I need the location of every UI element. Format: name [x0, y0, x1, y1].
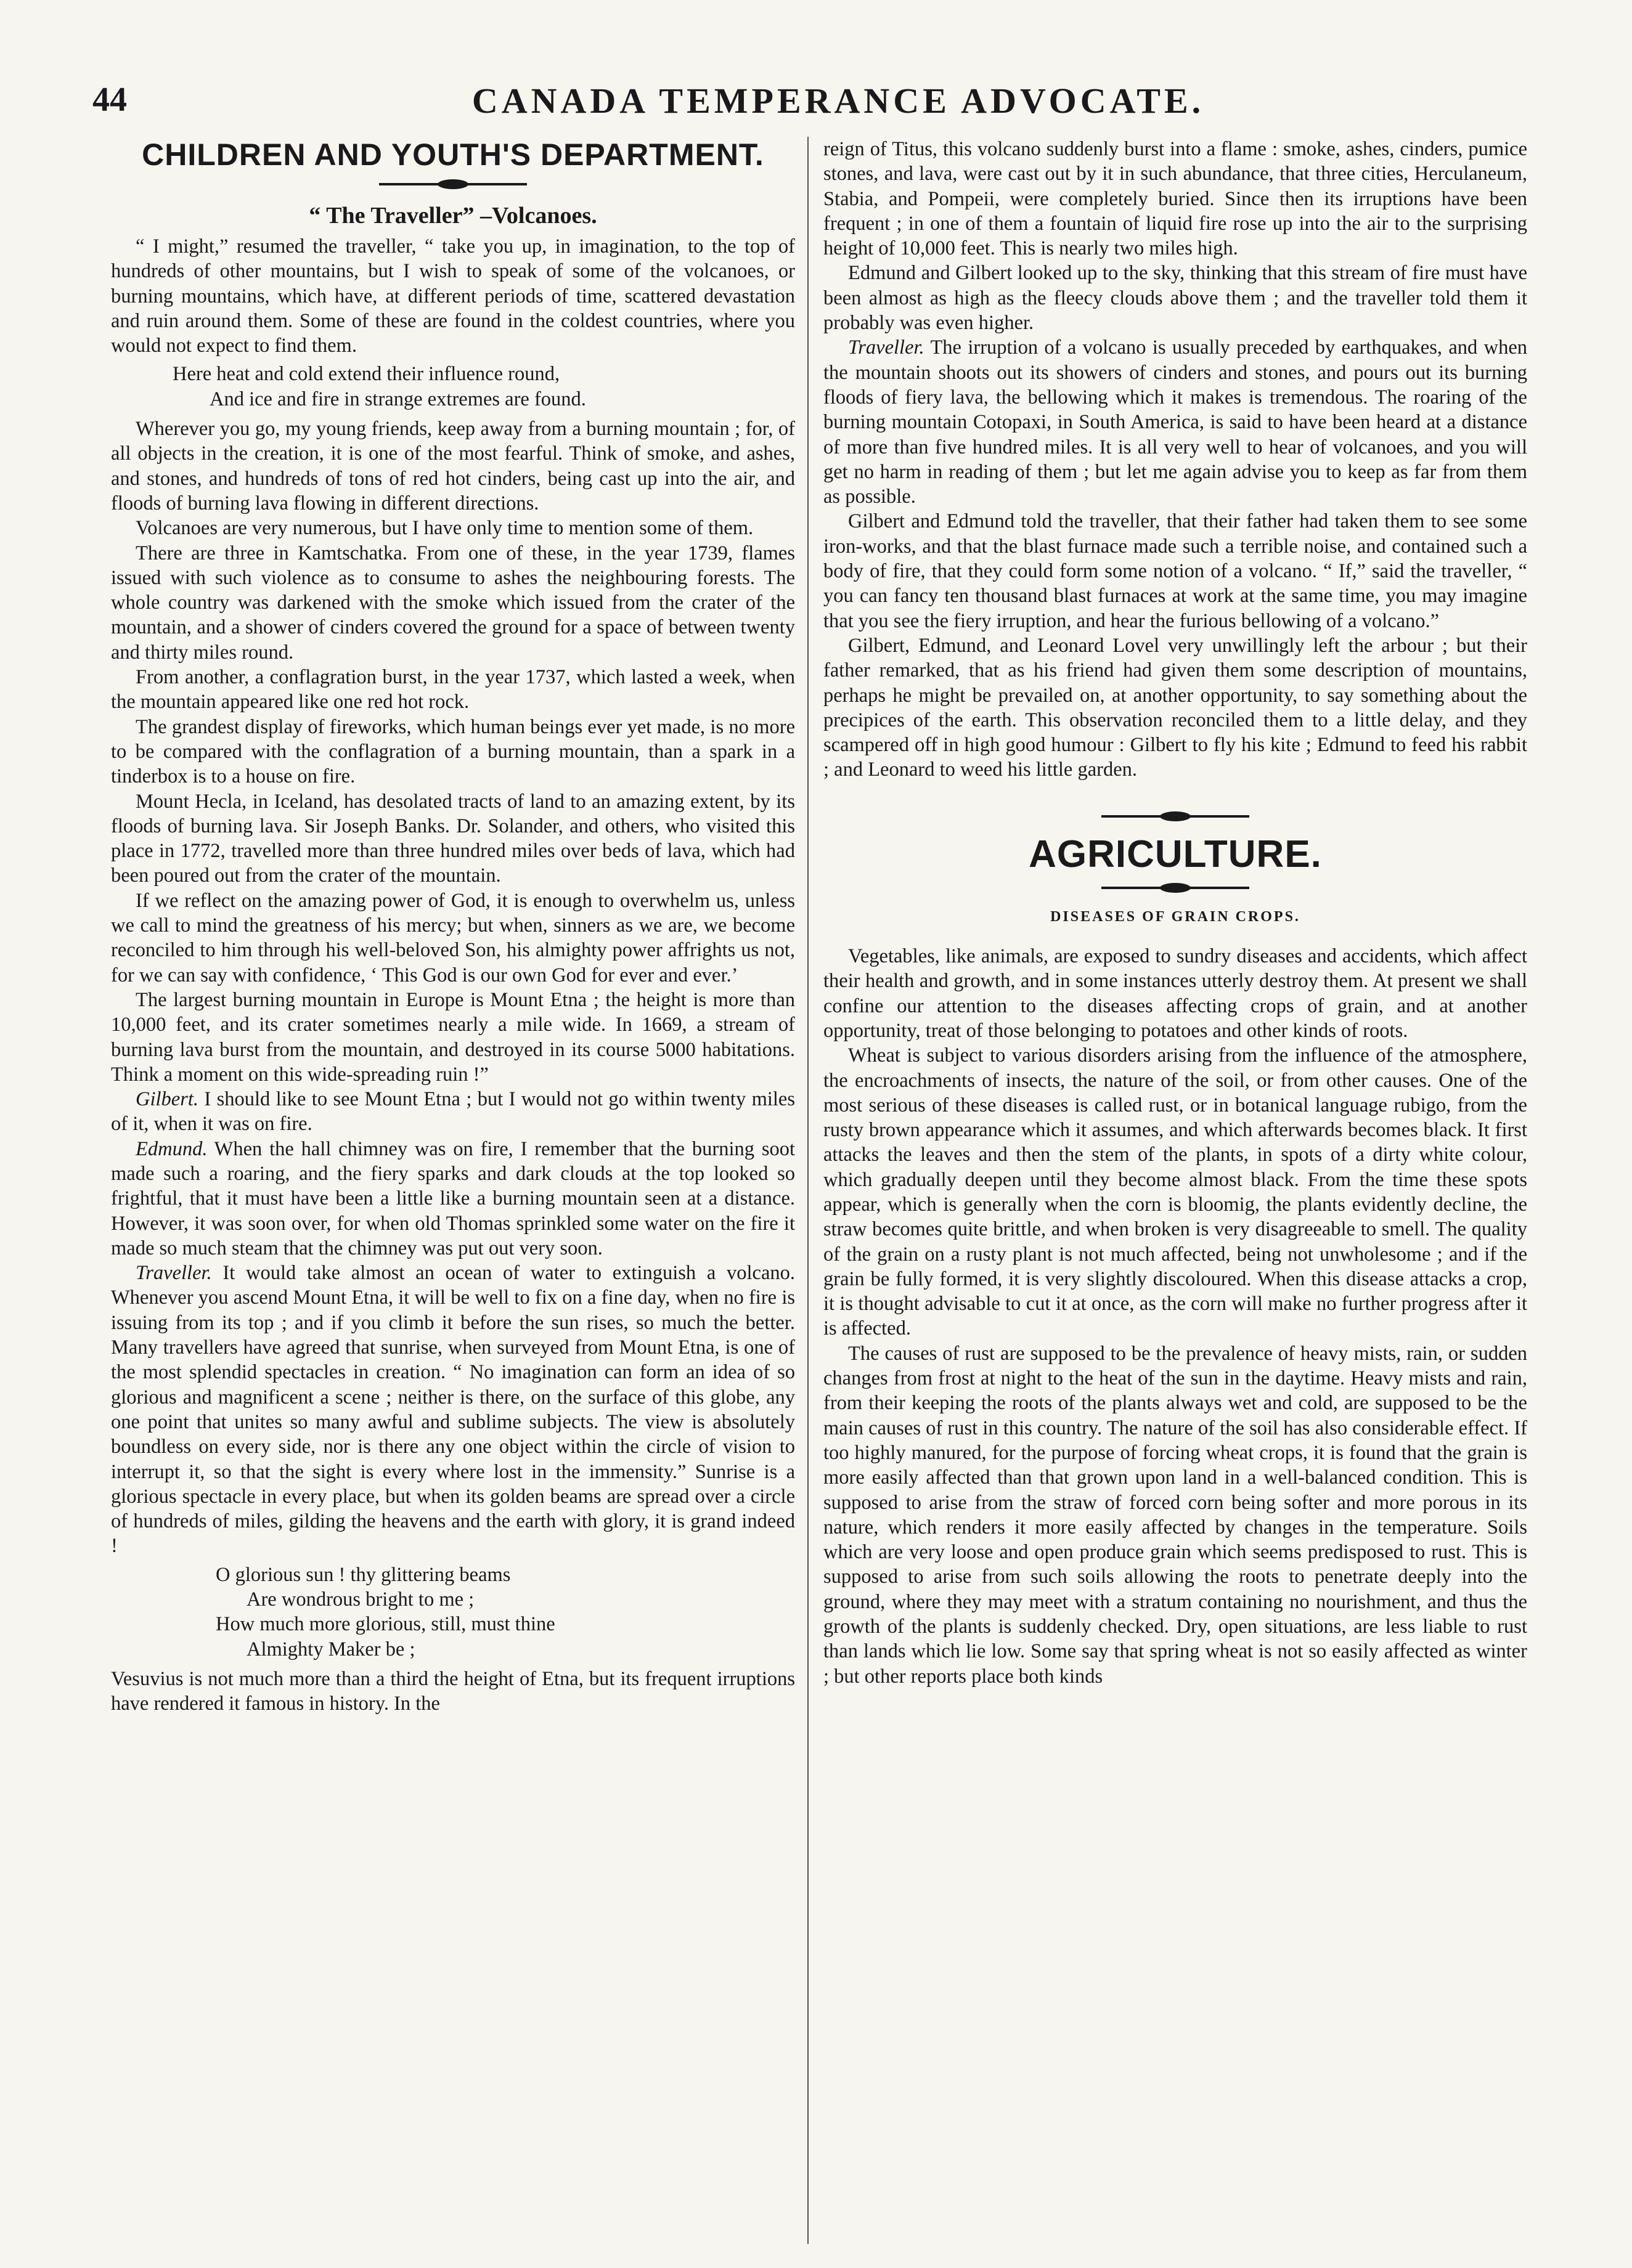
- ornament-divider: [1101, 879, 1249, 897]
- ornament-divider: [379, 175, 527, 193]
- speech: I should like to see Mount Etna ; but I would not go within twenty miles of it, when it was on fire.: [111, 1088, 795, 1136]
- right-column: [823, 137, 1527, 1689]
- section-title-agriculture: AGRICULTURE.: [1029, 832, 1322, 876]
- column-rule: [807, 137, 809, 2244]
- verse-line: Are wondrous bright to me ;: [247, 1588, 475, 1611]
- paragraph: Mount Hecla, in Iceland, has desolated tracts of land to an amazing extent, by its floods of burning lava. Sir Joseph Banks. Dr. Solander, and others, who visited this place in 1772, travelled more than three hundred miles over beds of lava, which had been poured out from the crater of the mountain.: [111, 790, 795, 887]
- paragraph: Wheat is subject to various disorders arising from the influence of the atmosphere, the encroachments of insects, the nature of the soil, or from other causes. One of the most serious of these diseases is called rust, or in botanical language rubigo, from the rusty brown appearance which it assumes, and which afterwards becomes black. It first attacks the leaves and then the stem of the plants, in spots of a dirty white colour, which gradually deepen until they become almost black. From the time these spots appear, which is generally when the corn is bloomig, the plants evidently decline, the straw becomes quite brittle, and when broken is very disagreeable to smell. The quality of the grain on a rusty plant is not much affected, being not unwholesome ; and if the grain be fully formed, it is very slightly discoloured. When this disease attacks a crop, it is thought advisable to cut it at once, as the corn will make no further progress after it is affected.: [823, 1044, 1527, 1340]
- paragraph: The causes of rust are supposed to be the prevalence of heavy mists, rain, or sudden changes from frost at night to the heat of the sun in the daytime. Heavy mists and rain, from their keeping the roots of the plants always wet and cold, are supposed to be the main causes of rust in this country. The nature of the soil has also considerable effect. If too highly manured, for the purpose of forcing wheat crops, it is found that the grain is more easily affected than that grown upon land in a well-balanced condition. This is supposed to arise from the straw of forced corn being softer and more porous in its nature, which renders it more easily affected by changes in the temperature. Soils which are very loose and open produce grain which seems predisposed to rust. This is supposed to arise from such soils allowing the roots to penetrate deeply into the ground, where they may meet with a stratum containing no nourishment, and thus the growth of the plants is suddenly checked. Dry, open situations, are less liable to rust than lands which lie low. Some say that spring wheat is not so easily affected as winter ; but other reports place both kinds: [823, 1342, 1527, 1688]
- running-head: CANADA TEMPERANCE ADVOCATE.: [471, 81, 1205, 121]
- verse-line: How much more glorious, still, must thine: [216, 1613, 555, 1636]
- verse-line: And ice and fire in strange extremes are found.: [210, 388, 586, 410]
- section-title-children: CHILDREN AND YOUTH'S DEPARTMENT.: [142, 137, 764, 172]
- left-column: [111, 137, 795, 1717]
- paragraph: If we reflect on the amazing power of God, it is enough to overwhelm us, unless we call to mind the greatness of his mercy; but when, sinners as we are, we become reconciled to him through his well-beloved Son, his almighty power affrights us not, for we can say with confidence, ‘ This God is our own God for ever and ever.’: [111, 889, 795, 986]
- verse-line: O glorious sun ! thy glittering beams: [216, 1563, 511, 1586]
- speech: The irruption of a volcano is usually preceded by earthquakes, and when the mountain shoots out its showers of cinders and stones, and pours out its burning floods of fiery lava, the bellowing which it makes is tremendous. The roaring of the burning mountain Cotopaxi, in South America, is said to have been heard at a distance of more than five hundred miles. It is all very well to hear of volcanoes, and you will get no harm in reading of them ; but let me again advise you to keep as far from them as possible.: [823, 336, 1527, 508]
- paragraph: Gilbert, Edmund, and Leonard Lovel very unwillingly left the arbour ; but their father remarked, that as his friend had given them some description of mountains, perhaps he might be prevailed on, at another opportunity, to say something about the precipices of the earth. This observation reconciled them to a little delay, and they scampered off in high good humour : Gilbert to fly his kite ; Edmund to feed his rabbit ; and Leonard to weed his little garden.: [823, 634, 1527, 781]
- speech: When the hall chimney was on fire, I remember that the burning soot made such a roaring, and the fiery sparks and dark clouds at the top looked so frightful, that it must have been a little like a burning mountain seen at a distance. However, it was soon over, for when old Thomas sprinkled some water on the fire it made so much steam that the chimney was put out very soon.: [111, 1137, 795, 1259]
- article-title: “ The Traveller” –Volcanoes.: [309, 203, 597, 229]
- paragraph: [111, 1137, 795, 1261]
- verse-line: Almighty Maker be ;: [247, 1638, 415, 1660]
- paragraph: “ I might,” resumed the traveller, “ take you up, in imagination, to the top of hundreds of other mountains, but I wish to speak of some of the volcanoes, or burning mountains, which have, at different periods of time, scattered devastation and ruin around them. Some of these are found in the coldest countries, where you would not expect to find them.: [111, 235, 795, 357]
- article-subtitle: DISEASES OF GRAIN CROPS.: [1050, 908, 1300, 925]
- speaker: Gilbert.: [136, 1088, 199, 1111]
- speech: It would take almost an ocean of water to extinguish a volcano. Whenever you ascend Mount Etna, it will be well to fix on a fine day, when no fire is issuing from its top ; and if you climb it before the sun rises, so much the better. Many travellers have agreed that sunrise, when surveyed from Mount Etna, is one of the most splendid spectacles in creation. “ No imagination can form an idea of so glorious and magnificent a scene ; neither is there, on the surface of this globe, any one point that unites so many awful and sublime subjects. The view is absolutely boundless on every side, nor is there any one object within the circle of vision to interrupt it, so that the sight is every where lost in the immensity.” Sunrise is a glorious spectacle in every place, but when its golden beams are spread over a circle of hundreds of miles, gilding the heavens and the earth with glory, it is grand indeed !: [111, 1262, 795, 1558]
- paragraph: Vesuvius is not much more than a third the height of Etna, but its frequent irruptions have rendered it famous in history. In the: [111, 1667, 795, 1715]
- paragraph: reign of Titus, this volcano suddenly burst into a flame : smoke, ashes, cinders, pumice stones, and lava, were cast out by it in such abundance, that three cities, Herculaneum, Stabia, and Pompeii, were completely buried. Since then its irruptions have been frequent ; in one of them a fountain of liquid fire rose up into the air to the surprising height of 10,000 feet. This is nearly two miles high.: [823, 138, 1527, 260]
- paragraph: [111, 1087, 795, 1137]
- speaker: Traveller.: [848, 336, 924, 359]
- paragraph: [823, 335, 1527, 509]
- paragraph: From another, a conflagration burst, in the year 1737, which lasted a week, when the mountain appeared like one red hot rock.: [111, 666, 795, 713]
- verse-line: Here heat and cold extend their influence round,: [173, 363, 560, 386]
- paragraph: [111, 1261, 795, 1559]
- speaker: Edmund.: [136, 1137, 208, 1160]
- verse: [111, 1563, 795, 1662]
- speaker: Traveller.: [136, 1262, 212, 1285]
- paragraph: The grandest display of fireworks, which human beings ever yet made, is no more to be compared with the conflagration of a burning mountain, than a spark in a tinderbox is to a house on fire.: [111, 715, 795, 788]
- page-number: 44: [92, 81, 127, 119]
- paragraph: There are three in Kamtschatka. From one of these, in the year 1739, flames issued with such violence as to consume to ashes the neighbouring forests. The whole country was darkened with the smoke which issued from the crater of the mountain, and a shower of cinders covered the ground for a space of between twenty and thirty miles round.: [111, 542, 795, 664]
- paragraph: Gilbert and Edmund told the traveller, that their father had taken them to see some iron-works, and that the blast furnace made such a terrible noise, and contained such a body of fire, that they could form some notion of a volcano. “ If,” said the traveller, “ you can fancy ten thousand blast furnaces at work at the same time, you may imagine that you see the fiery irruption, and hear the furious bellowing of a volcano.”: [823, 510, 1527, 632]
- paragraph: Vegetables, like animals, are exposed to sundry diseases and accidents, which affect their health and growth, and in some instances utterly destroy them. At present we shall confine our attention to the diseases affecting crops of grain, and at another opportunity, treat of those belonging to potatoes and other kinds of roots.: [823, 945, 1527, 1042]
- paragraph: Edmund and Gilbert looked up to the sky, thinking that this stream of fire must have been almost as high as the fleecy clouds above them ; and the traveller told them it probably was even higher.: [823, 262, 1527, 335]
- ornament-divider: [1101, 807, 1249, 826]
- verse: [111, 362, 795, 412]
- paragraph: The largest burning mountain in Europe is Mount Etna ; the height is more than 10,000 feet, and its crater sometimes nearly a mile wide. In 1669, a stream of burning lava burst from the mountain, and destroyed in its course 5000 habitations. Think a moment on this wide-spreading ruin !”: [111, 988, 795, 1086]
- paragraph: Wherever you go, my young friends, keep away from a burning mountain ; for, of all objects in the creation, it is one of the most fearful. Think of smoke, and ashes, and stones, and hundreds of tons of red hot cinders, being cast up into the air, and floods of burning lava flowing in different directions.: [111, 418, 795, 514]
- paragraph: Volcanoes are very numerous, but I have only time to mention some of them.: [136, 517, 754, 540]
